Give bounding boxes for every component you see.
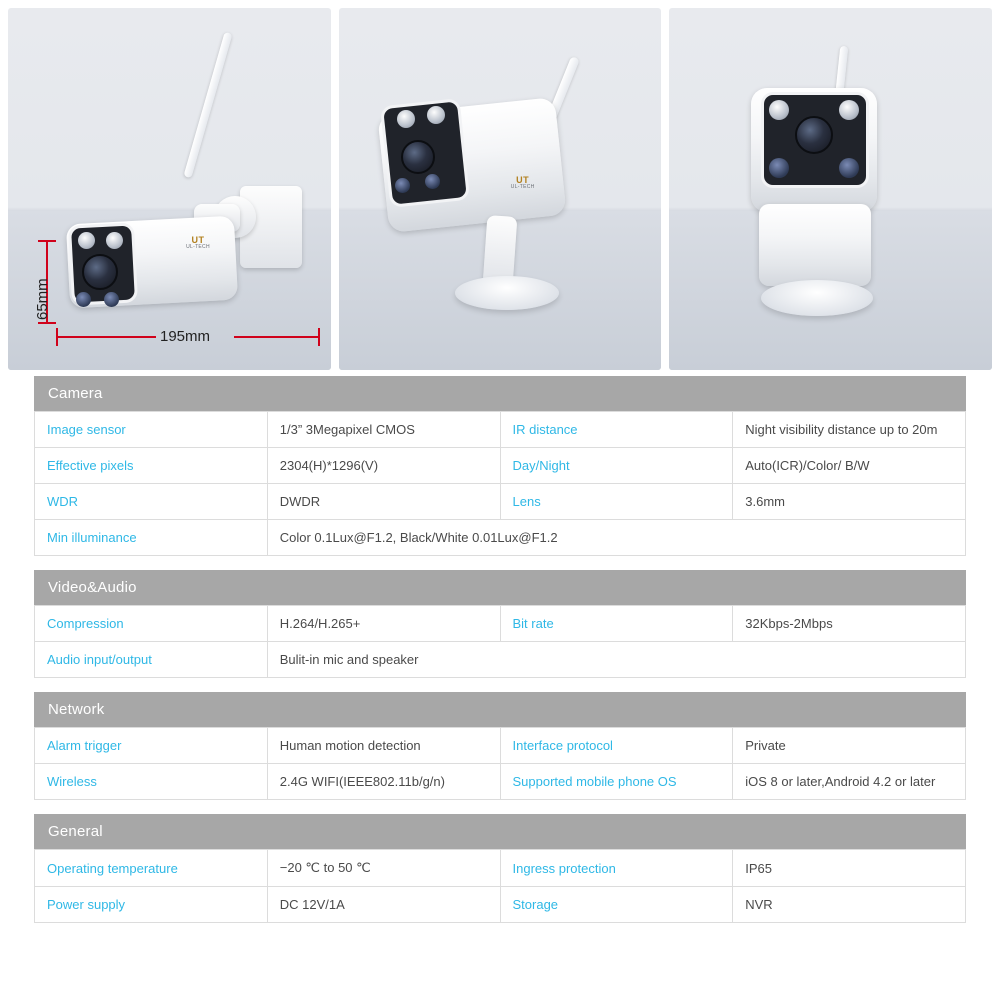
brand-name: UT xyxy=(516,175,530,185)
spec-section-general xyxy=(34,814,966,923)
spec-label: Image sensor xyxy=(35,412,268,448)
spec-label: WDR xyxy=(35,484,268,520)
spec-label: Ingress protection xyxy=(500,850,733,887)
product-photo-three-quarter xyxy=(339,8,662,370)
spec-label: IR distance xyxy=(500,412,733,448)
ir-led-icon xyxy=(104,292,119,307)
spec-table-general xyxy=(34,849,966,923)
spec-value: 3.6mm xyxy=(733,484,966,520)
spec-label: Storage xyxy=(500,887,733,923)
table-row xyxy=(35,764,966,800)
section-title: Network xyxy=(34,692,966,727)
spec-label: Bit rate xyxy=(500,606,733,642)
spec-value: Color 0.1Lux@F1.2, Black/White 0.01Lux@F1.2 xyxy=(267,520,965,556)
table-row xyxy=(35,448,966,484)
spec-label: Audio input/output xyxy=(35,642,268,678)
product-image-strip xyxy=(0,0,1000,370)
brand-subtitle: UL-TECH xyxy=(186,244,210,251)
spec-value: 1/3” 3Megapixel CMOS xyxy=(267,412,500,448)
ir-led-icon xyxy=(425,174,440,189)
antenna-icon xyxy=(183,32,232,178)
spec-value: Bulit-in mic and speaker xyxy=(267,642,965,678)
brand-logo xyxy=(501,176,545,191)
spec-label: Wireless xyxy=(35,764,268,800)
ir-led-icon xyxy=(76,292,91,307)
led-light-icon xyxy=(78,232,95,249)
table-row xyxy=(35,606,966,642)
spec-label: Lens xyxy=(500,484,733,520)
table-row xyxy=(35,412,966,448)
spec-value: NVR xyxy=(733,887,966,923)
spec-value: DWDR xyxy=(267,484,500,520)
spec-label: Day/Night xyxy=(500,448,733,484)
table-row xyxy=(35,728,966,764)
dimension-width-label: 195mm xyxy=(160,328,211,345)
spec-label: Operating temperature xyxy=(35,850,268,887)
spec-value: iOS 8 or later,Android 4.2 or later xyxy=(733,764,966,800)
spec-label: Effective pixels xyxy=(35,448,268,484)
spec-table-camera xyxy=(34,411,966,556)
spec-value: −20 ℃ to 50 ℃ xyxy=(267,850,500,887)
lens-icon xyxy=(401,140,435,174)
spec-value: 2.4G WIFI(IEEE802.11b/g/n) xyxy=(267,764,500,800)
led-light-icon xyxy=(106,232,123,249)
spec-label: Min illuminance xyxy=(35,520,268,556)
product-photo-angled-left xyxy=(8,8,331,370)
spec-value: 32Kbps-2Mbps xyxy=(733,606,966,642)
product-photo-front xyxy=(669,8,992,370)
spec-value: 2304(H)*1296(V) xyxy=(267,448,500,484)
section-title: Video&Audio xyxy=(34,570,966,605)
dimension-height-label: 65mm xyxy=(34,278,51,320)
table-row xyxy=(35,850,966,887)
ir-led-icon xyxy=(395,178,410,193)
spec-label: Interface protocol xyxy=(500,728,733,764)
spec-value: Auto(ICR)/Color/ B/W xyxy=(733,448,966,484)
table-row xyxy=(35,642,966,678)
spec-table-network xyxy=(34,727,966,800)
spec-section-network xyxy=(34,692,966,800)
specifications xyxy=(0,370,1000,923)
spec-table-video-audio xyxy=(34,605,966,678)
spec-label: Power supply xyxy=(35,887,268,923)
brand-name: UT xyxy=(191,235,205,245)
spec-value: IP65 xyxy=(733,850,966,887)
section-title: Camera xyxy=(34,376,966,411)
led-light-icon xyxy=(397,110,415,128)
spec-label: Supported mobile phone OS xyxy=(500,764,733,800)
spec-value: DC 12V/1A xyxy=(267,887,500,923)
spec-value: Night visibility distance up to 20m xyxy=(733,412,966,448)
spec-section-camera xyxy=(34,376,966,556)
table-row xyxy=(35,887,966,923)
spec-label: Compression xyxy=(35,606,268,642)
mount-base xyxy=(455,276,559,310)
spec-value: H.264/H.265+ xyxy=(267,606,500,642)
brand-subtitle: UL-TECH xyxy=(510,184,535,191)
brand-logo xyxy=(178,236,218,251)
mount-base xyxy=(761,280,873,316)
spec-value: Human motion detection xyxy=(267,728,500,764)
spec-label: Alarm trigger xyxy=(35,728,268,764)
table-row xyxy=(35,520,966,556)
spec-section-video-audio xyxy=(34,570,966,678)
camera-rear-housing xyxy=(759,204,871,286)
lens-icon xyxy=(82,254,118,290)
spec-value: Private xyxy=(733,728,966,764)
led-light-icon xyxy=(427,106,445,124)
table-row xyxy=(35,484,966,520)
section-title: General xyxy=(34,814,966,849)
